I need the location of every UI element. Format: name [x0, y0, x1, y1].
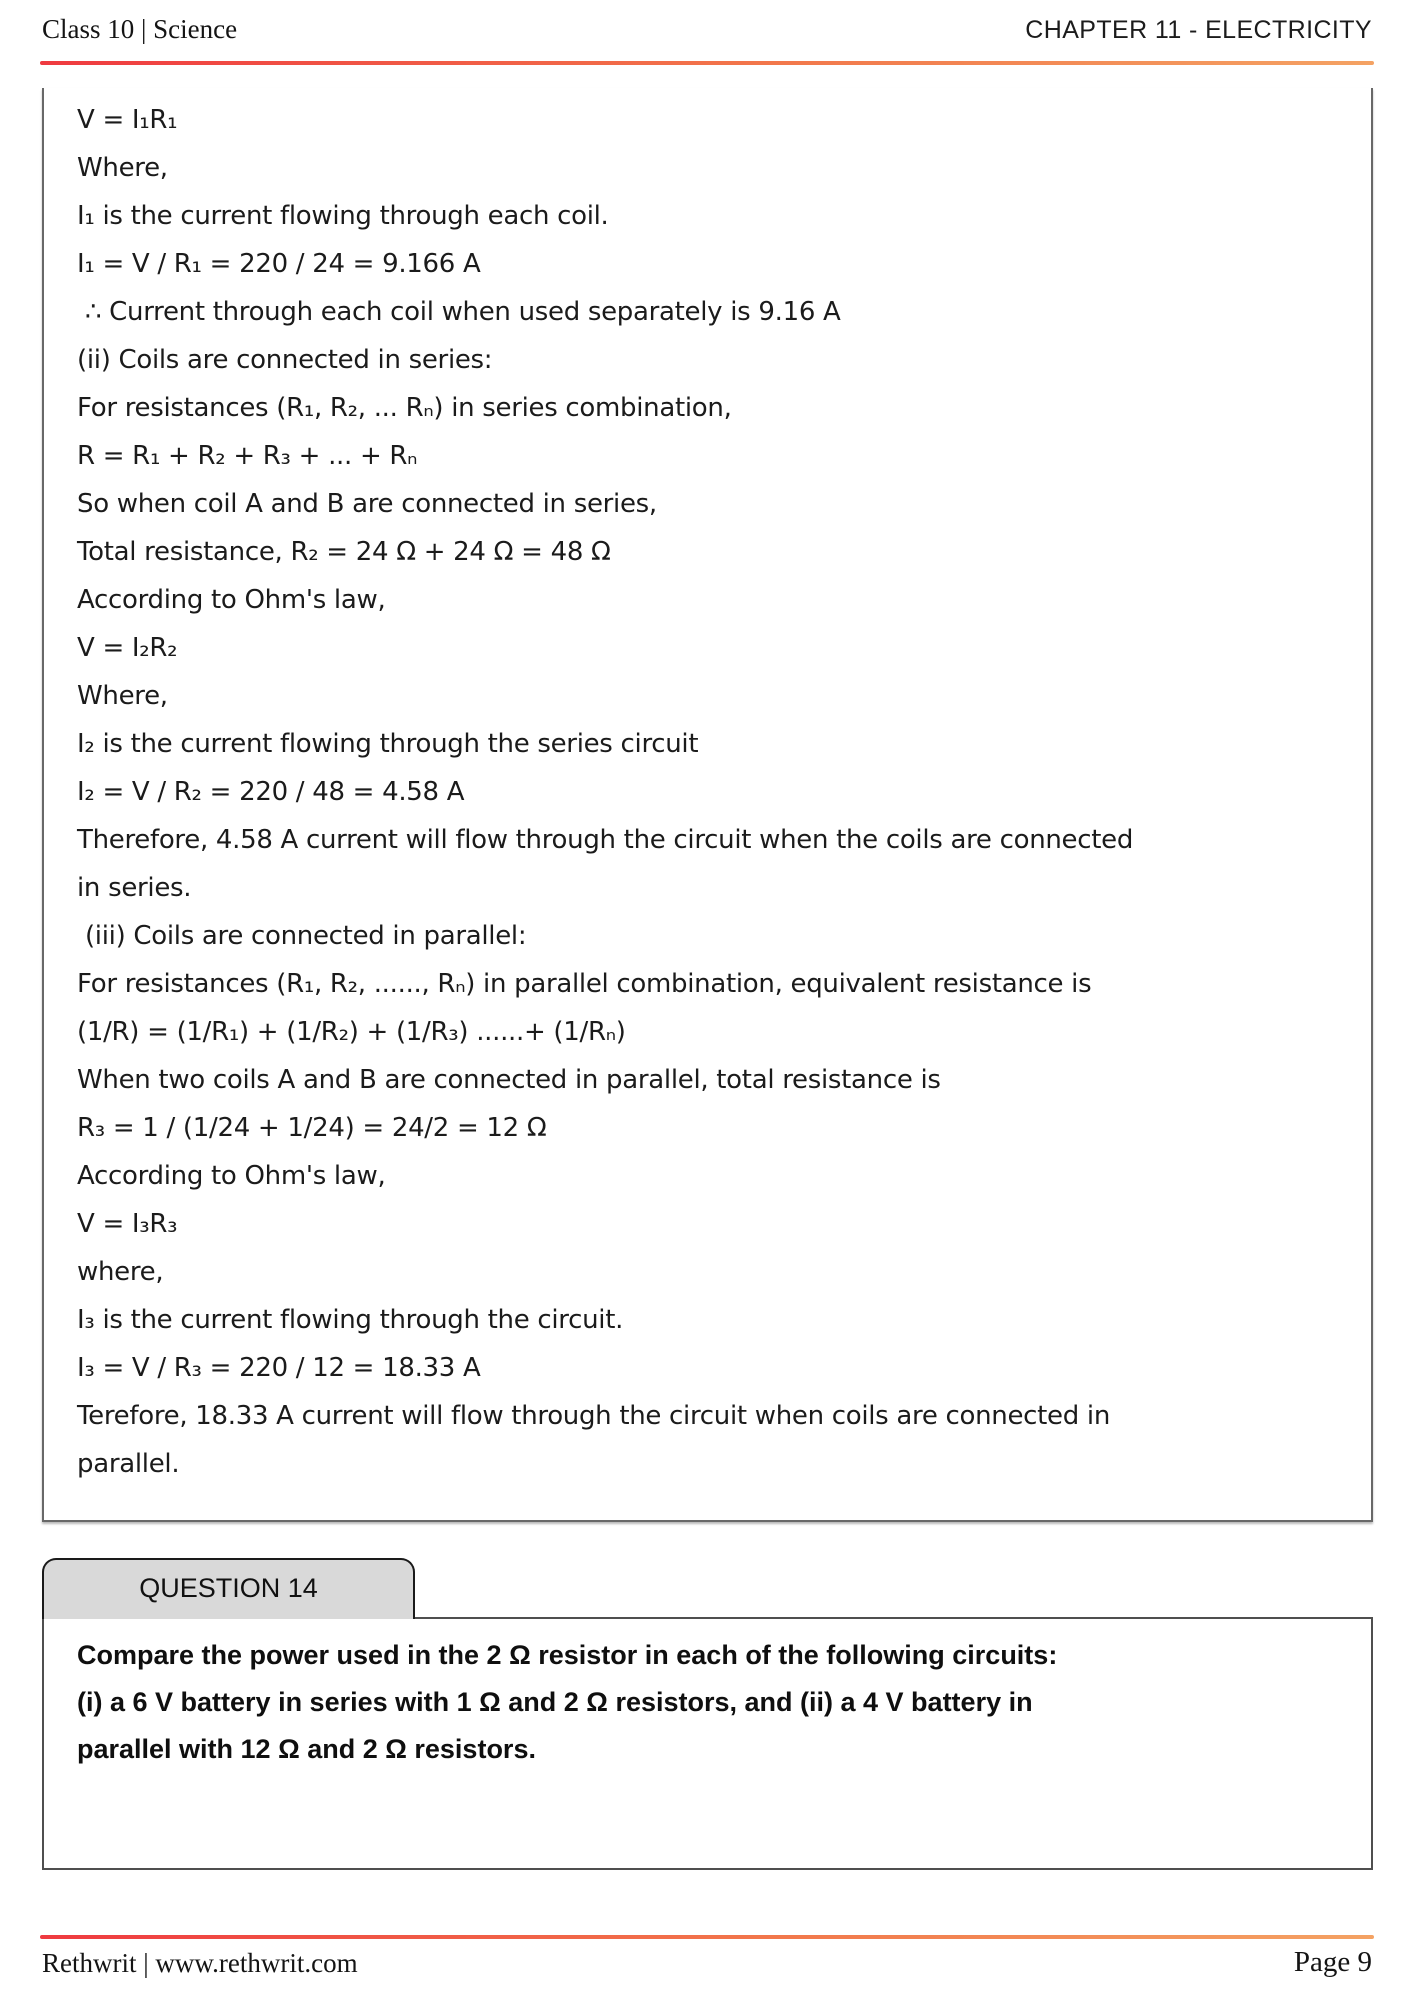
answer-line: Total resistance, R₂ = 24 Ω + 24 Ω = 48 Ω [77, 537, 611, 567]
answer-line: V = I₃R₃ [77, 1209, 178, 1239]
answer-line: (1/R) = (1/R₁) + (1/R₂) + (1/R₃) ......+ (1/Rₙ) [77, 1017, 626, 1047]
question-line: parallel with 12 Ω and 2 Ω resistors. [77, 1734, 536, 1764]
header-chapter-title: CHAPTER 11 - ELECTRICITY [1025, 16, 1372, 44]
answer-solution-box [42, 88, 1373, 1522]
question-number-tab: QUESTION 14 [42, 1558, 415, 1619]
answer-line: For resistances (R₁, R₂, ... Rₙ) in series combination, [77, 393, 732, 423]
answer-line: I₁ = V / R₁ = 220 / 24 = 9.166 A [77, 249, 481, 279]
question-line: Compare the power used in the 2 Ω resistor in each of the following circuits: [77, 1640, 1058, 1670]
answer-line: V = I₂R₂ [77, 633, 178, 663]
footer-divider-rule [40, 1935, 1374, 1939]
answer-line: I₃ is the current flowing through the circuit. [77, 1305, 624, 1335]
answer-line: Terefore, 18.33 A current will flow through the circuit when coils are connected in [77, 1401, 1111, 1431]
answer-line: parallel. [77, 1449, 180, 1479]
answer-line: According to Ohm's law, [77, 1161, 386, 1191]
answer-line: where, [77, 1257, 164, 1287]
answer-line: For resistances (R₁, R₂, ......, Rₙ) in parallel combination, equivalent resistance is [77, 969, 1092, 999]
answer-line: in series. [77, 873, 192, 903]
answer-line: (iii) Coils are connected in parallel: [77, 921, 527, 951]
answer-line: I₁ is the current flowing through each coil. [77, 201, 609, 231]
answer-line: Where, [77, 153, 168, 183]
question-line: (i) a 6 V battery in series with 1 Ω and 2 Ω resistors, and (ii) a 4 V battery in [77, 1687, 1033, 1717]
answer-line: When two coils A and B are connected in parallel, total resistance is [77, 1065, 941, 1095]
footer-brand-url: Rethwrit | www.rethwrit.com [42, 1948, 358, 1978]
answer-line: V = I₁R₁ [77, 105, 178, 135]
answer-line: According to Ohm's law, [77, 585, 386, 615]
answer-line: Where, [77, 681, 168, 711]
answer-line: ∴ Current through each coil when used separately is 9.16 A [77, 297, 841, 327]
header-divider-rule [40, 61, 1374, 65]
header-course-title: Class 10 | Science [42, 14, 238, 44]
answer-line: R = R₁ + R₂ + R₃ + ... + Rₙ [77, 441, 418, 471]
answer-line: (ii) Coils are connected in series: [77, 345, 493, 375]
answer-line: Therefore, 4.58 A current will flow through the circuit when the coils are connected [77, 825, 1134, 855]
answer-line: R₃ = 1 / (1/24 + 1/24) = 24/2 = 12 Ω [77, 1113, 547, 1143]
footer-page-number: Page 9 [1293, 1946, 1372, 1978]
answer-line: I₂ is the current flowing through the series circuit [77, 729, 699, 759]
question-text-box [42, 1617, 1373, 1870]
answer-line: So when coil A and B are connected in series, [77, 489, 657, 519]
answer-line: I₃ = V / R₃ = 220 / 12 = 18.33 A [77, 1353, 481, 1383]
answer-line: I₂ = V / R₂ = 220 / 48 = 4.58 A [77, 777, 465, 807]
